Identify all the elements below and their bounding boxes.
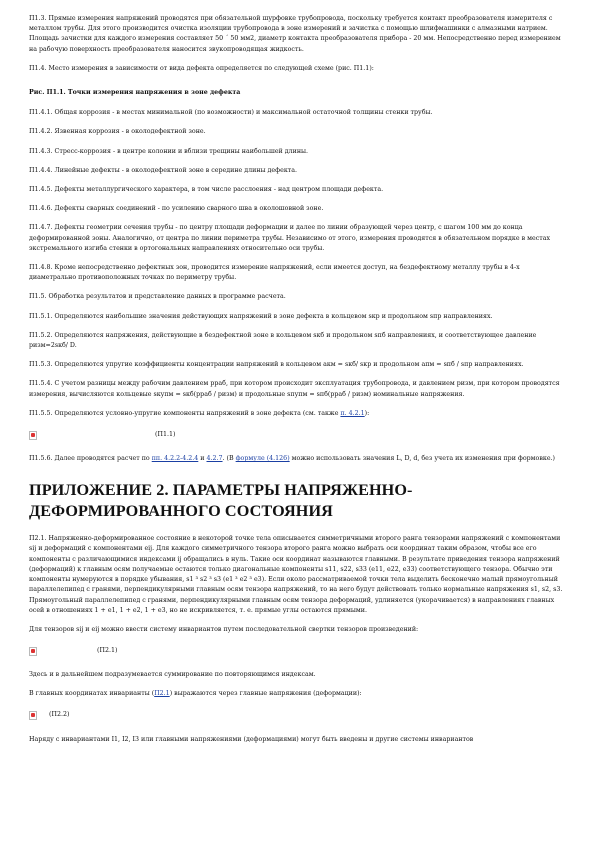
equation-number: (П2.2) [49,711,70,719]
equation-p2-1 [29,644,565,658]
item-p1-5-6-text-b: и [198,455,207,463]
link-pp-4-2-2-4-2-4[interactable]: пп. 4.2.2-4.2.4 [151,455,199,463]
item-p1-5-3: П1.5.3. Определяются упругие коэффициенты концентрации напряжений в кольцевом aкм = sкб/ sкр и продольном aпм = sпб / sпр направлениях. [29,361,524,369]
paragraph-principal-coordinates [29,689,565,699]
item-p1-4-4: П1.4.4. Линейные дефекты - в околодефектной зоне в середине длины дефекта. [29,166,297,174]
item-p1-5-6-text-c: . (В [222,455,236,463]
item-p1-5-5-text: П1.5.5. Определяются условно-упругие компоненты напряжений в зоне дефекта (см. также [29,409,341,417]
item-p1-5-1: П1.5.1. Определяются наибольшие значения действующих напряжений в зоне дефекта в кольцевом sкр и продольном sпр направлениях. [29,312,493,320]
item-p1-5-6-text-a: П1.5.6. Далее проводятся расчет по [29,455,152,463]
item-p1-5-4: П1.5.4. С учетом разницы между рабочим давлением рраб, при котором происходит эксплуатация трубопровода, и давлением ризм, при котором проводятся измерения, вычисляются кольцевые sкупм = sкб(рраб / ризм) и продольные sпупм = sпб(рраб / ризм) номинальные напряжения. [29,380,560,398]
link-p4-2-1[interactable]: п. 4.2.1 [340,409,365,417]
item-p1-4-7: П1.4.7. Дефекты геометрии сечения трубы - по центру площади деформации и далее по линии образующей через центр, с шагом 100 мм до конца деформированной зоны. Аналогично, от центра по линии периметра трубы. Независимо от этого, измерения проводятся в обязательном порядке в местах экстремального изгиба стенки в ортогональных направлениях относительно оси трубы. [29,224,551,252]
link-4-2-7[interactable]: 4.2.7 [206,455,223,463]
principal-text-b: ) выражаются через главные напряжения (деформации): [169,690,362,698]
equation-number: (П1.1) [155,430,176,438]
broken-image-icon [29,647,37,656]
appendix-2-heading: ПРИЛОЖЕНИЕ 2. ПАРАМЕТРЫ НАПРЯЖЕННО-ДЕФОРМИРОВАННОГО СОСТОЯНИЯ [29,481,413,521]
item-p1-5-5-tail: ): [364,409,370,417]
item-p1-4-8: П1.4.8. Кроме непосредственно дефектных зон, проводится измерение напряжений, если имеется доступ, на бездефектному металлу трубы в 4-х диаметрально противоположных точках по периметру трубы. [29,264,520,282]
paragraph-other-invariants: Наряду с инвариантами I1, I2, I3 или главными напряжениями (деформациями) могут быть введены и другие системы инвариантов [29,735,474,743]
item-p1-4-6: П1.4.6. Дефекты сварных соединений - по усилению сварного шва в околошовной зоне. [29,205,324,213]
link-formula-4-126[interactable]: формуле (4.126) [235,455,290,463]
equation-p1-1 [29,428,565,442]
paragraph-p1-3: П1.3. Прямые измерения напряжений проводятся при обязательной шурфовке трубопровода, поскольку требуется контакт преобразователя измерителя с металлом трубы. Для этого производится очистка изоляции трубопровода в зоне измерений и зачистка с помощью шлифмашинки с алмазными натрием. Площадь зачистки для каждого измерения составляет 50 ´ 50 мм2, диаметр контакта преобразователя прибора - 20 мм. Непосредственно перед измерением на рабочую поверхность преобразователя наносится звукопроводящая жидкость. [29,15,561,53]
item-p1-5-2: П1.5.2. Определяются напряжения, действующие в бездефектной зоне в кольцевом sкб и продольном sпб направлениях, и соответствующее давление ризм=2sкб/ D. [29,331,537,350]
item-p1-4-3: П1.4.3. Стресс-коррозия - в центре колонии и вблизи трещины наибольшей длины. [29,147,309,155]
item-p1-5-5 [29,409,565,419]
broken-image-icon [29,431,37,440]
item-p1-5: П1.5. Обработка результатов и представление данных в программе расчета. [29,293,286,301]
item-p1-5-6-text-d: можно использовать значения L, D, d, без учета их изменения при формовке.) [289,455,556,463]
paragraph-p2-1: П2.1. Напряженно-деформированное состояние в некоторой точке тела описывается симметричными второго ранга тензорами напряжений с компонентами sij и деформаций с компонентами eij. Для каждого симметричного тензора второго ранга можно выбрать оси координат таким образом, чтобы все его компоненты с различающимися индексами ij обращались в нуль. Такие оси координат называются главными. В результате приведения тензора напряжений (деформаций) к главным осям получаемые остаются только диагональные компоненты s11, s22, s33 (e11, e22, e33) соответствующего тензора. Обычно эти компоненты нумеруются в порядке убывания, s1 ³ s2 ³ s3 (e1 ³ e2 ³ e3). Если около рассматриваемой точки тела выделить бесконечно малый прямоугольный параллелепипед с гранями, перпендикулярными главным осям тензора напряжений, то на него будут действовать только нормальные напряжения s1, s2, s3. Прямоугольный параллелепипед с гранями, перпендикулярными главным осям тензора деформаций, удлиняется (укорачивается) в направлениях главных осей в отношениях 1 + e1, 1 + e2, 1 + e3, но не искривляется, т. е. прямые углы остаются прямыми. [29,535,563,614]
paragraph-p1-4: П1.4. Место измерения в зависимости от вида дефекта определяется по следующей схеме (рис. П1.1): [29,64,374,72]
equation-p2-2 [29,709,565,723]
equation-number: (П2.1) [97,647,118,654]
paragraph-summation-note: Здесь и в дальнейшем подразумевается суммирование по повторяющимся индексам. [29,671,316,679]
item-p1-4-5: П1.4.5. Дефекты металлургического характера, в том числе расслоения - над центром площади дефекта. [29,186,384,194]
item-p1-4-1: П1.4.1. Общая коррозия - в местах минимальной (по возможности) и максимальной остаточной толщины стенки трубы. [29,109,433,117]
paragraph-invariants-intro: Для тензоров sij и eij можно ввести систему инвариантов путем последовательной свертки тензоров произведений: [29,625,419,633]
link-p2-1[interactable]: П2.1 [154,690,170,698]
broken-image-icon [29,711,37,720]
item-p1-4-2: П1.4.2. Язвенная коррозия - в околодефектной зоне. [29,128,206,136]
principal-text-a: В главных координатах инварианты ( [29,690,155,698]
figure-caption: Рис. П1.1. Точки измерения напряжения в зоне дефекта [29,89,241,97]
item-p1-5-6 [29,454,565,464]
